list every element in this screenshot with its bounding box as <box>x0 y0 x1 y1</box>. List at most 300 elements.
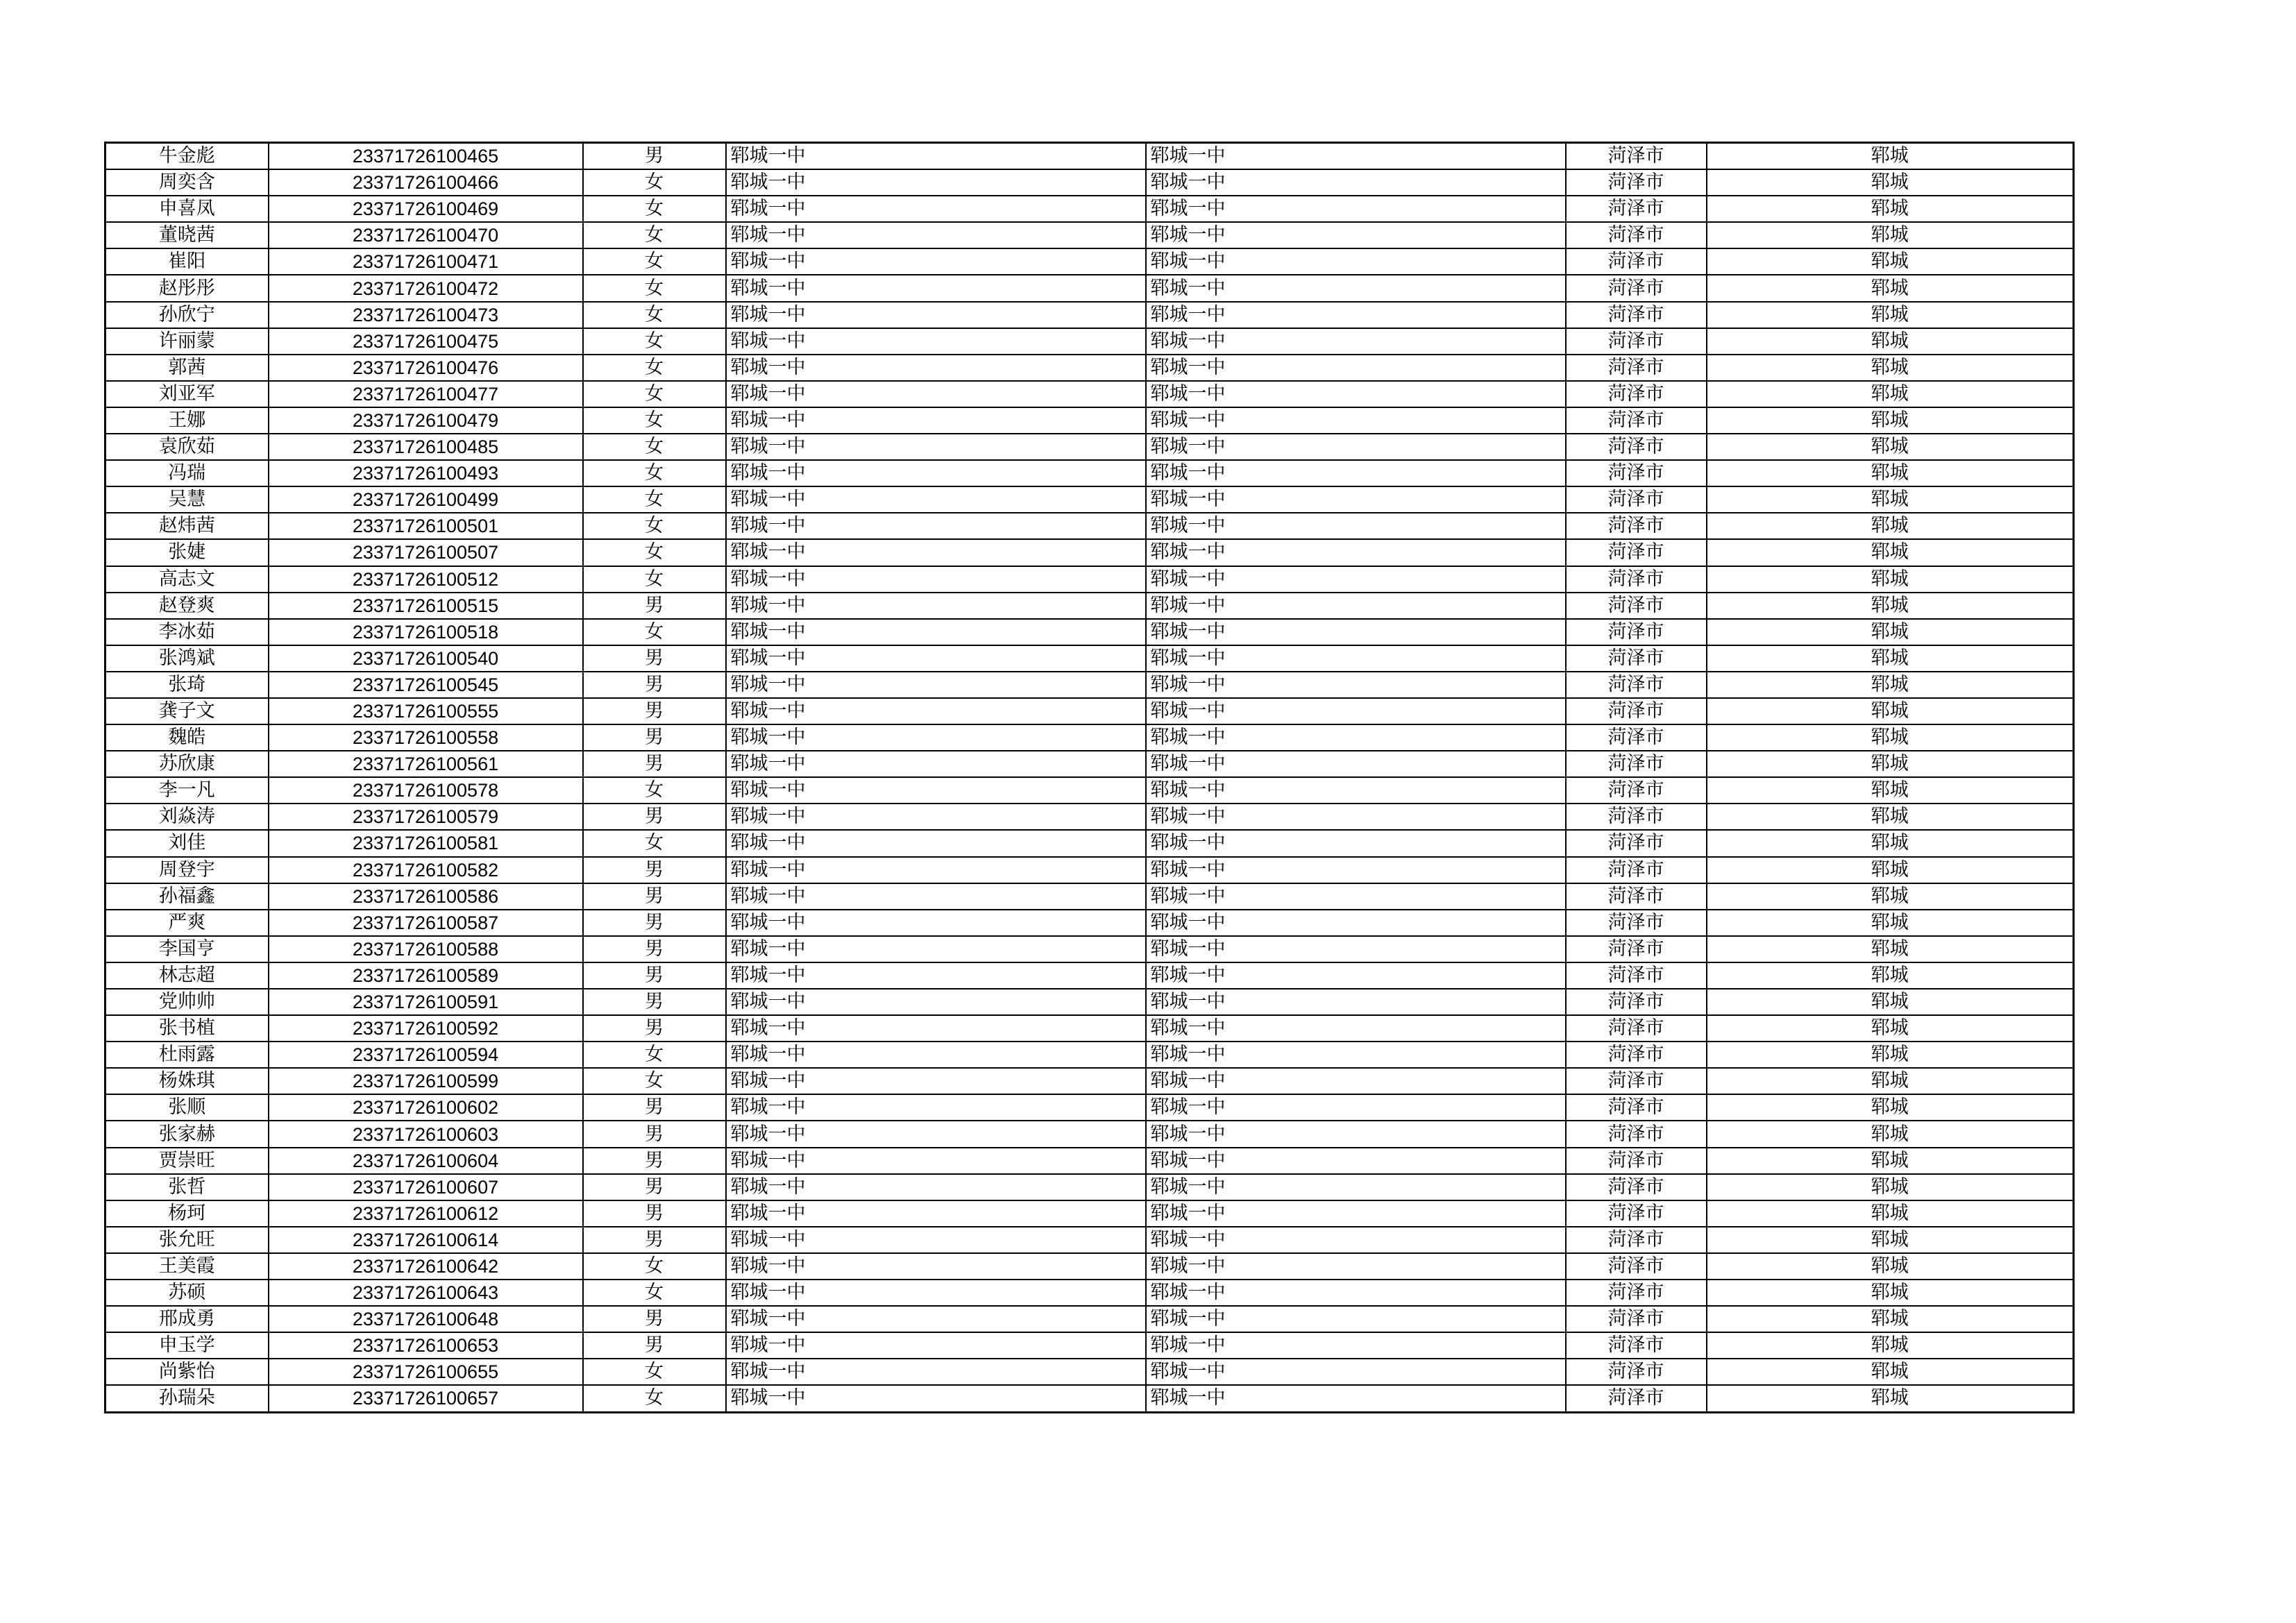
exam-id-cell: 23371726100465 <box>269 143 583 170</box>
exam-id-cell: 23371726100475 <box>269 328 583 355</box>
county-cell: 郓城 <box>1707 1121 2074 1147</box>
school-cell: 郓城一中 <box>726 1121 1146 1147</box>
gender-cell: 男 <box>583 724 726 751</box>
school-cell: 郓城一中 <box>726 883 1146 910</box>
student-name-cell: 赵炜茜 <box>105 513 269 539</box>
table-row <box>105 962 2074 989</box>
table-row <box>105 1094 2074 1121</box>
table-row <box>105 936 2074 962</box>
school-cell: 郓城一中 <box>726 302 1146 328</box>
county-cell: 郓城 <box>1707 724 2074 751</box>
student-name-cell: 周登宇 <box>105 857 269 883</box>
student-name-cell: 董晓茜 <box>105 222 269 248</box>
school-cell: 郓城一中 <box>726 989 1146 1015</box>
city-cell: 菏泽市 <box>1566 248 1707 275</box>
city-cell: 菏泽市 <box>1566 1200 1707 1227</box>
city-cell: 菏泽市 <box>1566 486 1707 513</box>
exam-id-cell: 23371726100476 <box>269 355 583 381</box>
school-alt-cell: 郓城一中 <box>1146 857 1566 883</box>
table-row <box>105 1200 2074 1227</box>
gender-cell: 女 <box>583 407 726 434</box>
school-cell: 郓城一中 <box>726 1359 1146 1385</box>
gender-cell: 女 <box>583 302 726 328</box>
table-row <box>105 804 2074 830</box>
exam-id-cell: 23371726100470 <box>269 222 583 248</box>
exam-id-cell: 23371726100472 <box>269 275 583 301</box>
school-alt-cell: 郓城一中 <box>1146 1094 1566 1121</box>
school-alt-cell: 郓城一中 <box>1146 989 1566 1015</box>
county-cell: 郓城 <box>1707 751 2074 777</box>
exam-id-cell: 23371726100648 <box>269 1306 583 1332</box>
student-name-cell: 王美霞 <box>105 1253 269 1280</box>
table-row <box>105 222 2074 248</box>
student-name-cell: 张书植 <box>105 1015 269 1042</box>
exam-id-cell: 23371726100518 <box>269 619 583 645</box>
student-name-cell: 崔阳 <box>105 248 269 275</box>
table-row <box>105 1253 2074 1280</box>
table-row <box>105 355 2074 381</box>
school-cell: 郓城一中 <box>726 1306 1146 1332</box>
gender-cell: 男 <box>583 1094 726 1121</box>
exam-id-cell: 23371726100477 <box>269 381 583 407</box>
county-cell: 郓城 <box>1707 566 2074 593</box>
gender-cell: 男 <box>583 1015 726 1042</box>
city-cell: 菏泽市 <box>1566 143 1707 170</box>
student-name-cell: 郭茜 <box>105 355 269 381</box>
school-cell: 郓城一中 <box>726 486 1146 513</box>
gender-cell: 女 <box>583 222 726 248</box>
gender-cell: 男 <box>583 804 726 830</box>
school-cell: 郓城一中 <box>726 248 1146 275</box>
student-name-cell: 许丽蒙 <box>105 328 269 355</box>
table-row <box>105 698 2074 724</box>
table-row <box>105 672 2074 698</box>
county-cell: 郓城 <box>1707 222 2074 248</box>
exam-id-cell: 23371726100591 <box>269 989 583 1015</box>
school-cell: 郓城一中 <box>726 751 1146 777</box>
school-cell: 郓城一中 <box>726 857 1146 883</box>
gender-cell: 男 <box>583 698 726 724</box>
table-row <box>105 777 2074 804</box>
school-alt-cell: 郓城一中 <box>1146 804 1566 830</box>
city-cell: 菏泽市 <box>1566 698 1707 724</box>
school-alt-cell: 郓城一中 <box>1146 777 1566 804</box>
gender-cell: 男 <box>583 1200 726 1227</box>
exam-id-cell: 23371726100578 <box>269 777 583 804</box>
school-alt-cell: 郓城一中 <box>1146 381 1566 407</box>
school-cell: 郓城一中 <box>726 566 1146 593</box>
gender-cell: 女 <box>583 248 726 275</box>
exam-id-cell: 23371726100582 <box>269 857 583 883</box>
city-cell: 菏泽市 <box>1566 566 1707 593</box>
roster-table <box>104 142 2075 1413</box>
school-cell: 郓城一中 <box>726 619 1146 645</box>
student-name-cell: 张婕 <box>105 539 269 566</box>
student-name-cell: 孙福鑫 <box>105 883 269 910</box>
county-cell: 郓城 <box>1707 1253 2074 1280</box>
school-cell: 郓城一中 <box>726 724 1146 751</box>
student-name-cell: 袁欣茹 <box>105 434 269 460</box>
school-alt-cell: 郓城一中 <box>1146 936 1566 962</box>
school-alt-cell: 郓城一中 <box>1146 724 1566 751</box>
exam-id-cell: 23371726100507 <box>269 539 583 566</box>
city-cell: 菏泽市 <box>1566 169 1707 196</box>
city-cell: 菏泽市 <box>1566 1280 1707 1306</box>
exam-id-cell: 23371726100657 <box>269 1385 583 1412</box>
table-row <box>105 1385 2074 1412</box>
table-row <box>105 619 2074 645</box>
student-name-cell: 刘佳 <box>105 830 269 856</box>
student-name-cell: 张琦 <box>105 672 269 698</box>
county-cell: 郓城 <box>1707 196 2074 222</box>
table-row <box>105 1042 2074 1068</box>
school-cell: 郓城一中 <box>726 936 1146 962</box>
table-row <box>105 539 2074 566</box>
school-alt-cell: 郓城一中 <box>1146 1385 1566 1412</box>
county-cell: 郓城 <box>1707 407 2074 434</box>
gender-cell: 男 <box>583 962 726 989</box>
city-cell: 菏泽市 <box>1566 355 1707 381</box>
school-cell: 郓城一中 <box>726 222 1146 248</box>
student-name-cell: 苏硕 <box>105 1280 269 1306</box>
city-cell: 菏泽市 <box>1566 804 1707 830</box>
table-row <box>105 275 2074 301</box>
county-cell: 郓城 <box>1707 830 2074 856</box>
gender-cell: 女 <box>583 486 726 513</box>
table-row <box>105 751 2074 777</box>
table-row <box>105 645 2074 672</box>
student-name-cell: 党帅帅 <box>105 989 269 1015</box>
county-cell: 郓城 <box>1707 1148 2074 1174</box>
city-cell: 菏泽市 <box>1566 196 1707 222</box>
student-name-cell: 王娜 <box>105 407 269 434</box>
county-cell: 郓城 <box>1707 1094 2074 1121</box>
school-alt-cell: 郓城一中 <box>1146 1280 1566 1306</box>
document-page <box>104 142 2073 1413</box>
school-cell: 郓城一中 <box>726 328 1146 355</box>
table-row <box>105 1174 2074 1200</box>
school-alt-cell: 郓城一中 <box>1146 1148 1566 1174</box>
county-cell: 郓城 <box>1707 486 2074 513</box>
county-cell: 郓城 <box>1707 777 2074 804</box>
city-cell: 菏泽市 <box>1566 910 1707 936</box>
gender-cell: 女 <box>583 539 726 566</box>
county-cell: 郓城 <box>1707 1332 2074 1359</box>
gender-cell: 男 <box>583 672 726 698</box>
city-cell: 菏泽市 <box>1566 1094 1707 1121</box>
table-row <box>105 407 2074 434</box>
exam-id-cell: 23371726100469 <box>269 196 583 222</box>
city-cell: 菏泽市 <box>1566 777 1707 804</box>
school-alt-cell: 郓城一中 <box>1146 698 1566 724</box>
gender-cell: 女 <box>583 328 726 355</box>
table-row <box>105 724 2074 751</box>
county-cell: 郓城 <box>1707 857 2074 883</box>
city-cell: 菏泽市 <box>1566 830 1707 856</box>
city-cell: 菏泽市 <box>1566 672 1707 698</box>
exam-id-cell: 23371726100614 <box>269 1227 583 1253</box>
table-row <box>105 1280 2074 1306</box>
student-name-cell: 贾崇旺 <box>105 1148 269 1174</box>
student-name-cell: 冯瑞 <box>105 460 269 486</box>
gender-cell: 女 <box>583 355 726 381</box>
school-alt-cell: 郓城一中 <box>1146 407 1566 434</box>
student-name-cell: 尚紫怡 <box>105 1359 269 1385</box>
city-cell: 菏泽市 <box>1566 1227 1707 1253</box>
table-row <box>105 143 2074 170</box>
exam-id-cell: 23371726100466 <box>269 169 583 196</box>
table-row <box>105 196 2074 222</box>
gender-cell: 女 <box>583 1280 726 1306</box>
gender-cell: 女 <box>583 619 726 645</box>
table-row <box>105 302 2074 328</box>
school-alt-cell: 郓城一中 <box>1146 830 1566 856</box>
school-alt-cell: 郓城一中 <box>1146 302 1566 328</box>
county-cell: 郓城 <box>1707 593 2074 619</box>
city-cell: 菏泽市 <box>1566 1042 1707 1068</box>
table-row <box>105 328 2074 355</box>
county-cell: 郓城 <box>1707 910 2074 936</box>
school-alt-cell: 郓城一中 <box>1146 1306 1566 1332</box>
city-cell: 菏泽市 <box>1566 302 1707 328</box>
school-alt-cell: 郓城一中 <box>1146 1042 1566 1068</box>
school-alt-cell: 郓城一中 <box>1146 328 1566 355</box>
school-alt-cell: 郓城一中 <box>1146 910 1566 936</box>
student-name-cell: 李冰茹 <box>105 619 269 645</box>
gender-cell: 男 <box>583 1332 726 1359</box>
exam-id-cell: 23371726100643 <box>269 1280 583 1306</box>
school-cell: 郓城一中 <box>726 460 1146 486</box>
table-row <box>105 989 2074 1015</box>
gender-cell: 女 <box>583 460 726 486</box>
exam-id-cell: 23371726100653 <box>269 1332 583 1359</box>
gender-cell: 男 <box>583 989 726 1015</box>
gender-cell: 男 <box>583 910 726 936</box>
county-cell: 郓城 <box>1707 619 2074 645</box>
school-cell: 郓城一中 <box>726 962 1146 989</box>
school-cell: 郓城一中 <box>726 143 1146 170</box>
school-cell: 郓城一中 <box>726 645 1146 672</box>
school-alt-cell: 郓城一中 <box>1146 222 1566 248</box>
school-cell: 郓城一中 <box>726 698 1146 724</box>
city-cell: 菏泽市 <box>1566 857 1707 883</box>
county-cell: 郓城 <box>1707 381 2074 407</box>
school-cell: 郓城一中 <box>726 1015 1146 1042</box>
county-cell: 郓城 <box>1707 1359 2074 1385</box>
student-name-cell: 林志超 <box>105 962 269 989</box>
city-cell: 菏泽市 <box>1566 883 1707 910</box>
school-alt-cell: 郓城一中 <box>1146 593 1566 619</box>
exam-id-cell: 23371726100479 <box>269 407 583 434</box>
gender-cell: 女 <box>583 1042 726 1068</box>
exam-id-cell: 23371726100512 <box>269 566 583 593</box>
city-cell: 菏泽市 <box>1566 222 1707 248</box>
exam-id-cell: 23371726100515 <box>269 593 583 619</box>
gender-cell: 男 <box>583 593 726 619</box>
county-cell: 郓城 <box>1707 513 2074 539</box>
county-cell: 郓城 <box>1707 1385 2074 1412</box>
school-alt-cell: 郓城一中 <box>1146 486 1566 513</box>
county-cell: 郓城 <box>1707 672 2074 698</box>
city-cell: 菏泽市 <box>1566 1332 1707 1359</box>
student-name-cell: 高志文 <box>105 566 269 593</box>
exam-id-cell: 23371726100579 <box>269 804 583 830</box>
student-name-cell: 申玉学 <box>105 1332 269 1359</box>
city-cell: 菏泽市 <box>1566 724 1707 751</box>
school-alt-cell: 郓城一中 <box>1146 645 1566 672</box>
school-alt-cell: 郓城一中 <box>1146 355 1566 381</box>
school-cell: 郓城一中 <box>726 593 1146 619</box>
school-cell: 郓城一中 <box>726 672 1146 698</box>
county-cell: 郓城 <box>1707 1200 2074 1227</box>
school-cell: 郓城一中 <box>726 804 1146 830</box>
exam-id-cell: 23371726100501 <box>269 513 583 539</box>
table-row <box>105 1148 2074 1174</box>
student-name-cell: 吴慧 <box>105 486 269 513</box>
student-name-cell: 周奕含 <box>105 169 269 196</box>
county-cell: 郓城 <box>1707 328 2074 355</box>
exam-id-cell: 23371726100587 <box>269 910 583 936</box>
county-cell: 郓城 <box>1707 1306 2074 1332</box>
county-cell: 郓城 <box>1707 143 2074 170</box>
student-name-cell: 张允旺 <box>105 1227 269 1253</box>
table-row <box>105 566 2074 593</box>
school-alt-cell: 郓城一中 <box>1146 460 1566 486</box>
table-row <box>105 1068 2074 1094</box>
student-name-cell: 赵登爽 <box>105 593 269 619</box>
county-cell: 郓城 <box>1707 1174 2074 1200</box>
student-name-cell: 龚子文 <box>105 698 269 724</box>
county-cell: 郓城 <box>1707 1227 2074 1253</box>
city-cell: 菏泽市 <box>1566 936 1707 962</box>
student-name-cell: 孙瑞朵 <box>105 1385 269 1412</box>
exam-id-cell: 23371726100594 <box>269 1042 583 1068</box>
school-cell: 郓城一中 <box>726 1174 1146 1200</box>
school-alt-cell: 郓城一中 <box>1146 1332 1566 1359</box>
exam-id-cell: 23371726100602 <box>269 1094 583 1121</box>
city-cell: 菏泽市 <box>1566 434 1707 460</box>
student-name-cell: 赵彤彤 <box>105 275 269 301</box>
school-alt-cell: 郓城一中 <box>1146 169 1566 196</box>
school-cell: 郓城一中 <box>726 1200 1146 1227</box>
student-name-cell: 邢成勇 <box>105 1306 269 1332</box>
exam-id-cell: 23371726100471 <box>269 248 583 275</box>
city-cell: 菏泽市 <box>1566 1015 1707 1042</box>
city-cell: 菏泽市 <box>1566 460 1707 486</box>
school-alt-cell: 郓城一中 <box>1146 513 1566 539</box>
gender-cell: 女 <box>583 830 726 856</box>
city-cell: 菏泽市 <box>1566 593 1707 619</box>
county-cell: 郓城 <box>1707 539 2074 566</box>
school-cell: 郓城一中 <box>726 355 1146 381</box>
county-cell: 郓城 <box>1707 248 2074 275</box>
city-cell: 菏泽市 <box>1566 539 1707 566</box>
school-alt-cell: 郓城一中 <box>1146 143 1566 170</box>
city-cell: 菏泽市 <box>1566 328 1707 355</box>
exam-id-cell: 23371726100604 <box>269 1148 583 1174</box>
city-cell: 菏泽市 <box>1566 1306 1707 1332</box>
school-alt-cell: 郓城一中 <box>1146 1015 1566 1042</box>
city-cell: 菏泽市 <box>1566 1174 1707 1200</box>
gender-cell: 女 <box>583 381 726 407</box>
table-row <box>105 1015 2074 1042</box>
table-row <box>105 593 2074 619</box>
school-alt-cell: 郓城一中 <box>1146 1253 1566 1280</box>
school-alt-cell: 郓城一中 <box>1146 1200 1566 1227</box>
exam-id-cell: 23371726100493 <box>269 460 583 486</box>
school-cell: 郓城一中 <box>726 1280 1146 1306</box>
school-cell: 郓城一中 <box>726 1385 1146 1412</box>
gender-cell: 男 <box>583 1306 726 1332</box>
exam-id-cell: 23371726100612 <box>269 1200 583 1227</box>
table-row <box>105 434 2074 460</box>
table-row <box>105 883 2074 910</box>
school-alt-cell: 郓城一中 <box>1146 1174 1566 1200</box>
table-row <box>105 460 2074 486</box>
table-row <box>105 169 2074 196</box>
school-cell: 郓城一中 <box>726 513 1146 539</box>
county-cell: 郓城 <box>1707 698 2074 724</box>
table-row <box>105 381 2074 407</box>
county-cell: 郓城 <box>1707 962 2074 989</box>
county-cell: 郓城 <box>1707 883 2074 910</box>
county-cell: 郓城 <box>1707 936 2074 962</box>
county-cell: 郓城 <box>1707 355 2074 381</box>
school-alt-cell: 郓城一中 <box>1146 1227 1566 1253</box>
exam-id-cell: 23371726100473 <box>269 302 583 328</box>
student-name-cell: 张鸿斌 <box>105 645 269 672</box>
table-row <box>105 1306 2074 1332</box>
school-alt-cell: 郓城一中 <box>1146 539 1566 566</box>
county-cell: 郓城 <box>1707 460 2074 486</box>
student-name-cell: 张哲 <box>105 1174 269 1200</box>
exam-id-cell: 23371726100499 <box>269 486 583 513</box>
gender-cell: 男 <box>583 1121 726 1147</box>
exam-id-cell: 23371726100581 <box>269 830 583 856</box>
school-cell: 郓城一中 <box>726 777 1146 804</box>
gender-cell: 女 <box>583 434 726 460</box>
exam-id-cell: 23371726100545 <box>269 672 583 698</box>
school-cell: 郓城一中 <box>726 1042 1146 1068</box>
county-cell: 郓城 <box>1707 302 2074 328</box>
gender-cell: 男 <box>583 1174 726 1200</box>
gender-cell: 女 <box>583 777 726 804</box>
student-name-cell: 魏皓 <box>105 724 269 751</box>
city-cell: 菏泽市 <box>1566 513 1707 539</box>
gender-cell: 男 <box>583 645 726 672</box>
table-row <box>105 248 2074 275</box>
gender-cell: 男 <box>583 857 726 883</box>
city-cell: 菏泽市 <box>1566 275 1707 301</box>
city-cell: 菏泽市 <box>1566 1359 1707 1385</box>
student-name-cell: 张家赫 <box>105 1121 269 1147</box>
gender-cell: 男 <box>583 883 726 910</box>
gender-cell: 男 <box>583 751 726 777</box>
gender-cell: 女 <box>583 1253 726 1280</box>
school-alt-cell: 郓城一中 <box>1146 1359 1566 1385</box>
student-name-cell: 严爽 <box>105 910 269 936</box>
school-alt-cell: 郓城一中 <box>1146 751 1566 777</box>
city-cell: 菏泽市 <box>1566 962 1707 989</box>
school-alt-cell: 郓城一中 <box>1146 1068 1566 1094</box>
student-name-cell: 张顺 <box>105 1094 269 1121</box>
student-name-cell: 申喜凤 <box>105 196 269 222</box>
gender-cell: 女 <box>583 1359 726 1385</box>
school-cell: 郓城一中 <box>726 830 1146 856</box>
table-row <box>105 513 2074 539</box>
student-name-cell: 孙欣宁 <box>105 302 269 328</box>
county-cell: 郓城 <box>1707 434 2074 460</box>
